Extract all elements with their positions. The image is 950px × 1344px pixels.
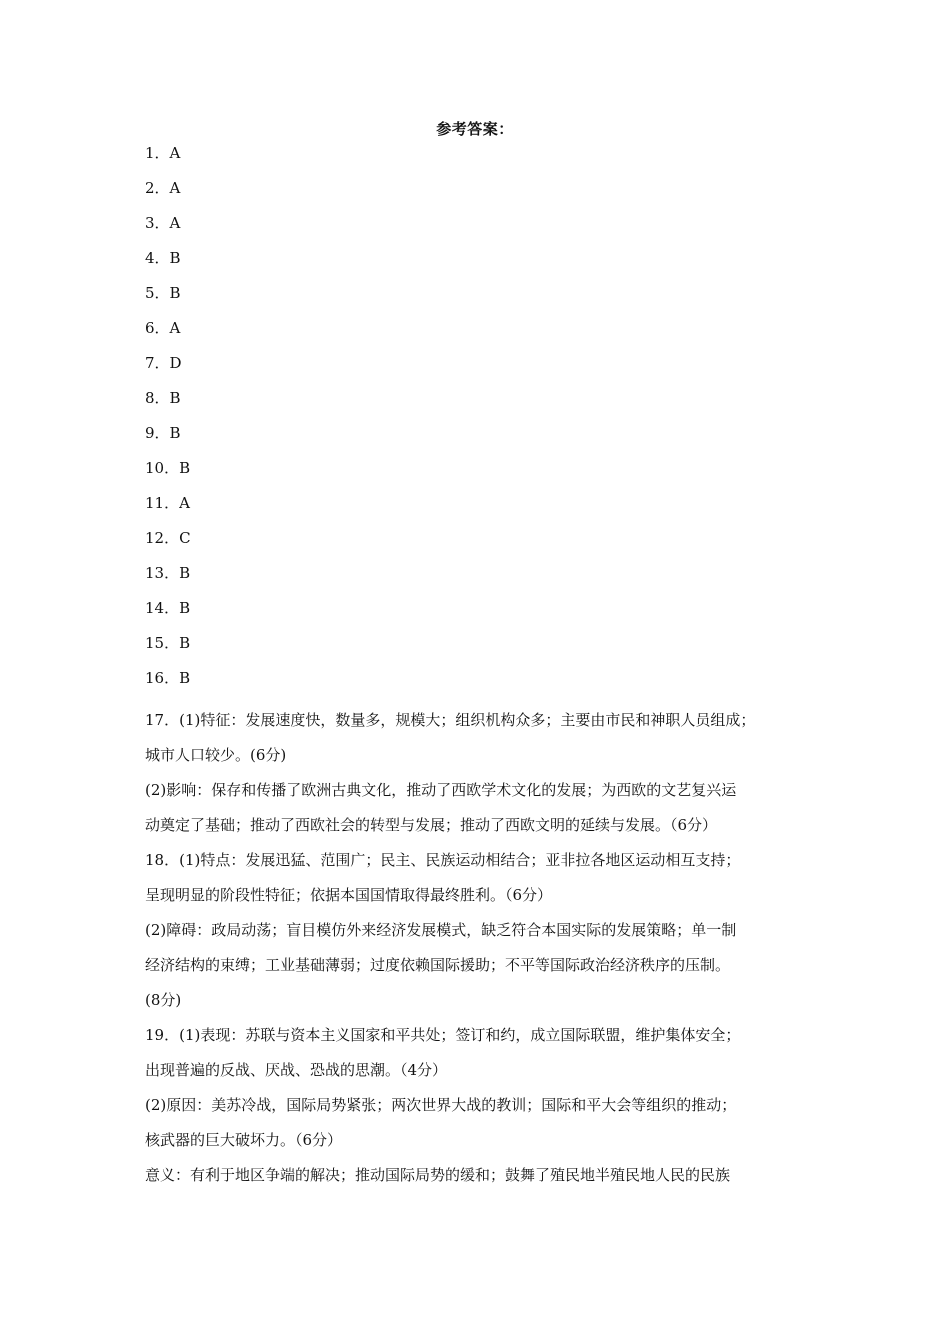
- answer-item: 13．B: [145, 564, 191, 582]
- essay-answers: [145, 703, 815, 1193]
- essay-line: 呈现明显的阶段性特征；依据本国国情取得最终胜利。（6分）: [145, 886, 553, 904]
- essay-line: 17．(1)特征：发展速度快，数量多，规模大；组织机构众多；主要由市民和神职人员组成；: [145, 711, 756, 729]
- essay-line: 经济结构的束缚；工业基础薄弱；过度依赖国际援助；不平等国际政治经济秩序的压制。: [145, 956, 731, 974]
- essay-line: (8分): [145, 991, 182, 1009]
- essay-line: 出现普遍的反战、厌战、恐战的思潮。（4分）: [145, 1061, 448, 1079]
- answer-item: 15．B: [145, 634, 191, 652]
- essay-line: (2)原因：美苏冷战，国际局势紧张；两次世界大战的教训；国际和平大会等组织的推动；: [145, 1096, 737, 1114]
- answer-item: 6．A: [145, 319, 181, 337]
- essay-line: 19．(1)表现：苏联与资本主义国家和平共处；签订和约，成立国际联盟，维护集体安全；: [145, 1026, 741, 1044]
- answer-item: 4．B: [145, 249, 181, 267]
- answer-item: 11．A: [145, 494, 190, 512]
- essay-line: 城市人口较少。(6分): [145, 746, 287, 764]
- answer-item: 12．C: [145, 529, 191, 547]
- answer-item: 2．A: [145, 179, 181, 197]
- answer-item: 3．A: [145, 214, 181, 232]
- essay-line: 18．(1)特点：发展迅猛、范围广；民主、民族运动相结合；亚非拉各地区运动相互支持；: [145, 851, 741, 869]
- essay-line: (2)影响：保存和传播了欧洲古典文化，推动了西欧学术文化的发展；为西欧的文艺复兴运: [145, 781, 737, 799]
- essay-line: (2)障碍：政局动荡；盲目模仿外来经济发展模式，缺乏符合本国实际的发展策略；单一制: [145, 921, 737, 939]
- answer-item: 5．B: [145, 284, 181, 302]
- answer-item: 16．B: [145, 669, 191, 687]
- answer-item: 10．B: [145, 459, 191, 477]
- essay-line: 核武器的巨大破坏力。（6分）: [145, 1131, 343, 1149]
- answer-item: 8．B: [145, 389, 181, 407]
- answer-item: 7．D: [145, 354, 182, 372]
- answer-list: [145, 143, 191, 703]
- essay-line: 意义：有利于地区争端的解决；推动国际局势的缓和；鼓舞了殖民地半殖民地人民的民族: [145, 1166, 731, 1184]
- answer-item: 9．B: [145, 424, 181, 442]
- answer-item: 14．B: [145, 599, 191, 617]
- answer-item: 1．A: [145, 144, 181, 162]
- essay-line: 动奠定了基础；推动了西欧社会的转型与发展；推动了西欧文明的延续与发展。（6分）: [145, 816, 718, 834]
- page-title: 参考答案：: [436, 120, 514, 138]
